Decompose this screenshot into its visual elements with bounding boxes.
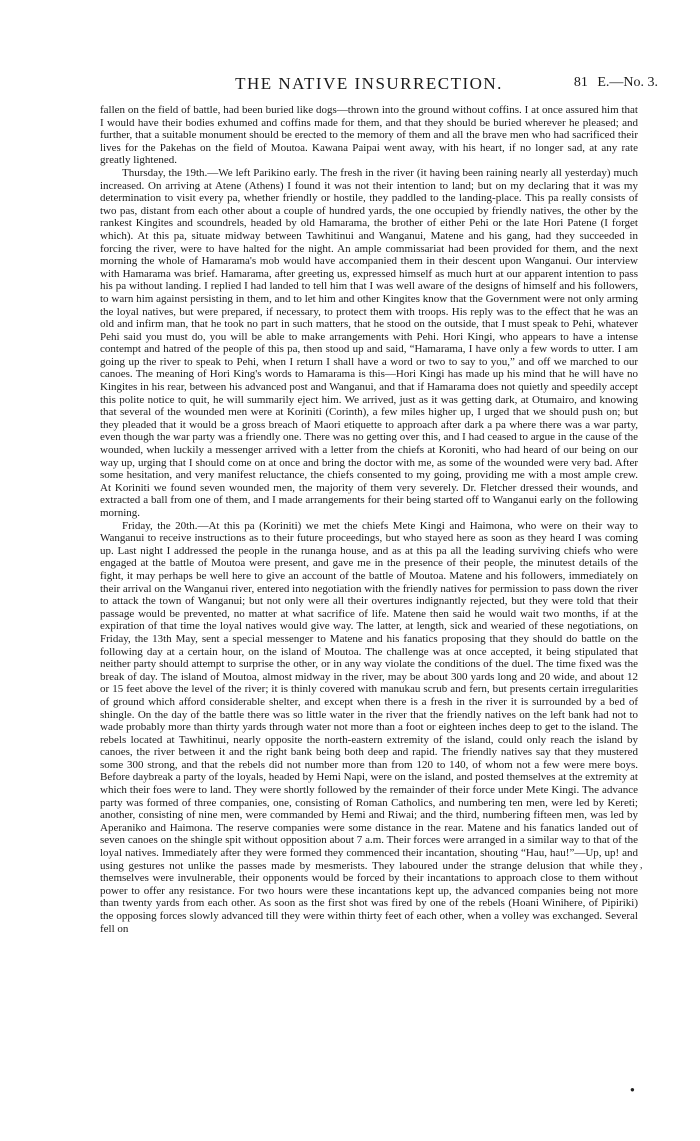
paragraph-thursday-19th: Thursday, the 19th.—We left Parikino early. The fresh in the river (it having been raining nearly all yesterday) much increased. On arriving at Atene (Athens) I found it was not their intention to land; but on my declaring that it was my determination to visit every pa, whether friendly or hostile, they paddled to the landing-place. This pa really consists of two pas, distant from each other about a couple of hundred yards, the one occupied by friendly natives, the other by the rankest Kingites and scoundrels, headed by old Hamarama, the brother of either Pehi or the late Hori Patene (I forget which). At this pa, situate midway between Tawhitinui and Wanganui, Matene and his gang, had they succeeded in forcing the river, were to have halted for the night. An ample commissariat had been provided for them, and the next morning the whole of Hamarama's mob would have accompanied them in their descent upon Wanganui. Our interview with Hamarama was brief. Hamarama, after greeting us, expressed himself as much hurt at our apparent intention to pass his pa without landing. I replied I had landed to tell him that I was well aware of the designs of himself and his followers, to warn him against persisting in them, and to let him and other Kingites know that the Government were not only arming the loyal natives, but were prepared, if necessary, to protect them with troops. His reply was to the effect that he was an old and infirm man, that he took no part in such matters, that he stood on the outside, that I must speak to Pehi, whatever Pehi said you must do, you will be able to make arrangements with Pehi. Hori Kingi, who appears to have a intense contempt and hatred of the people of this pa, then stood up and said, “Hamarama, I have only a few words to utter. I am going up the river to speak to Pehi, when I return I shall have a word or two to say to you,” and off we marched to our canoes. The meaning of Hori King's words to Hamarama is this—Hori Kingi has made up his mind that he will have no Kingites in his rear, between his advanced post and Wanganui, and that if Hamarama does not quietly and speedily accept this polite notice to quit, he will summarily eject him. We arrived, just as it was getting dark, at Otumairo, and knowing that several of the wounded men were at Koriniti (Corinth), a few miles higher up, I urged that we should push on; but they pleaded that it would be a gross breach of Maori etiquette to approach after dark a pa where there was a war party, even though the war party was a friendly one. There was no getting over this, and I had ceased to argue in the cause of the wounded, when luckily a messenger arrived with a letter from the chiefs at Koroniti, who had heard of our being on our way up, urging that I should come on at once and bring the doctor with me, as some of the wounded were very bad. After some hesitation, and very manifest reluctance, the chiefs consented to my going, providing me with a most ample crew. At Koriniti we found seven wounded men, the majority of them very severely. Dr. Fletcher dressed their wounds, and extracted a ball from one of them, and I made arrangements for their being started off to Wanganui early on the following morning.	[100, 166, 638, 519]
page-number-reference	[574, 75, 658, 91]
paragraph-continuation: fallen on the field of battle, had been buried like dogs—thrown into the ground without coffins. I at once assured him that I would have their bodies exhumed and coffins made for them, and that they should be buried wherever he pleased; and further, that a suitable monument should be erected to the memory of them and all the brave men who had sacrificed their lives for the Pakehas on the field of Moutoa. Kawana Paipai went away, with his heart, if no longer sad, at any rate greatly lightened.	[100, 104, 638, 167]
bottom-dot-mark: ●	[630, 1085, 635, 1094]
paragraph-friday-20th: Friday, the 20th.—At this pa (Koriniti) we met the chiefs Mete Kingi and Haimona, who were on their way to Wanganui to receive instructions as to their future proceedings, but who stayed here as soon as they heard I was coming up. Last night I addressed the people in the runanga house, and as at this pa all the leading surviving chiefs who were engaged at the battle of Moutoa were present, and gave me in the presence of their people, the minutest details of the fight, it may perhaps be well here to give an account of the battle of Moutoa. Matene and his followers, immediately on their arrival on the Wanganui river, entered into negotiation with the friendly natives for permission to pass down the river to attack the town of Wanganui; but not only were all their overtures indignantly rejected, but they were told that their passage would be prevented, no matter at what sacrifice of life. Matene then said he would wait two months, if at the expiration of that time the loyal natives would give way. The latter, at length, sick and wearied of these negotiations, on Friday, the 13th May, sent a special messenger to Matene and his fanatics proposing that they should do battle on the following day at a certain hour, on the island of Moutoa. The challenge was at once accepted, it being stipulated that neither party should attempt to surprise the other, or in any way violate the conditions of the duel. The time fixed was the break of day. The island of Moutoa, almost midway in the river, may be about 300 yards long and 20 wide, and about 12 or 15 feet above the level of the river; it is thinly covered with manukau scrub and fern, but presents certain irregularities of ground which afford considerable shelter, and except when there is a fresh in the river it is surrounded by a bed of shingle. On the day of the battle there was so little water in the river that the friendly natives on the left bank had not to wade probably more than thirty yards through water not more than a foot or eighteen inches deep to get to the island. The rebels located at Tawhitinui, nearly opposite the north-eastern extremity of the island, could only reach the island by canoes, the river between it and the right bank being both deep and rapid. The friendly natives say that they mustered some 300 strong, and that the rebels did not number more than from 120 to 140, of whom not a few were mere boys. Before daybreak a party of the loyals, headed by Hemi Napi, were on the island, and posted themselves at the extremity at which their foes were to land. They were shortly followed by the remainder of their force under Mete Kingi. The advance party was formed of three companies, one, consisting of Roman Catholics, and numbering ten men, were led by Kereti; another, consisting of nine men, were commanded by Hemi and Riwai; and the third, numbering fifteen men, was led by Aperaniko and Haimona. The reserve companies were some distance in the rear. Matene and his fanatics landed out of seven canoes on the shingle spit without opposition about 7 a.m. Their forces were arranged in a similar way to that of the loyal natives. Immediately after they were formed they commenced their incantation, shouting “Hau, hau!”—Up, up! and using gestures not unlike the passes made by mesmerists. They laboured under the strange delusion that while they themselves were invulnerable, their opponents would be forced by their incantations to approach close to them without power to offer any resistance. For two hours were these incantations kept up, the advanced companies being not more than twenty yards from each other. As soon as the first shot was fired by one of the rebels (Hoani Winihere, of Pipiriki) the opposing forces slowly advanced till they were within thirty feet of each other, when a volley was exchanged. Several fell on	[100, 519, 638, 935]
running-title: THE NATIVE INSURRECTION.	[235, 74, 503, 93]
margin-mark: ,	[640, 860, 643, 871]
page-header	[100, 0, 658, 104]
body-text	[100, 104, 638, 935]
page-number: 81	[573, 75, 588, 90]
document-reference: E.—No. 3.	[597, 75, 658, 90]
